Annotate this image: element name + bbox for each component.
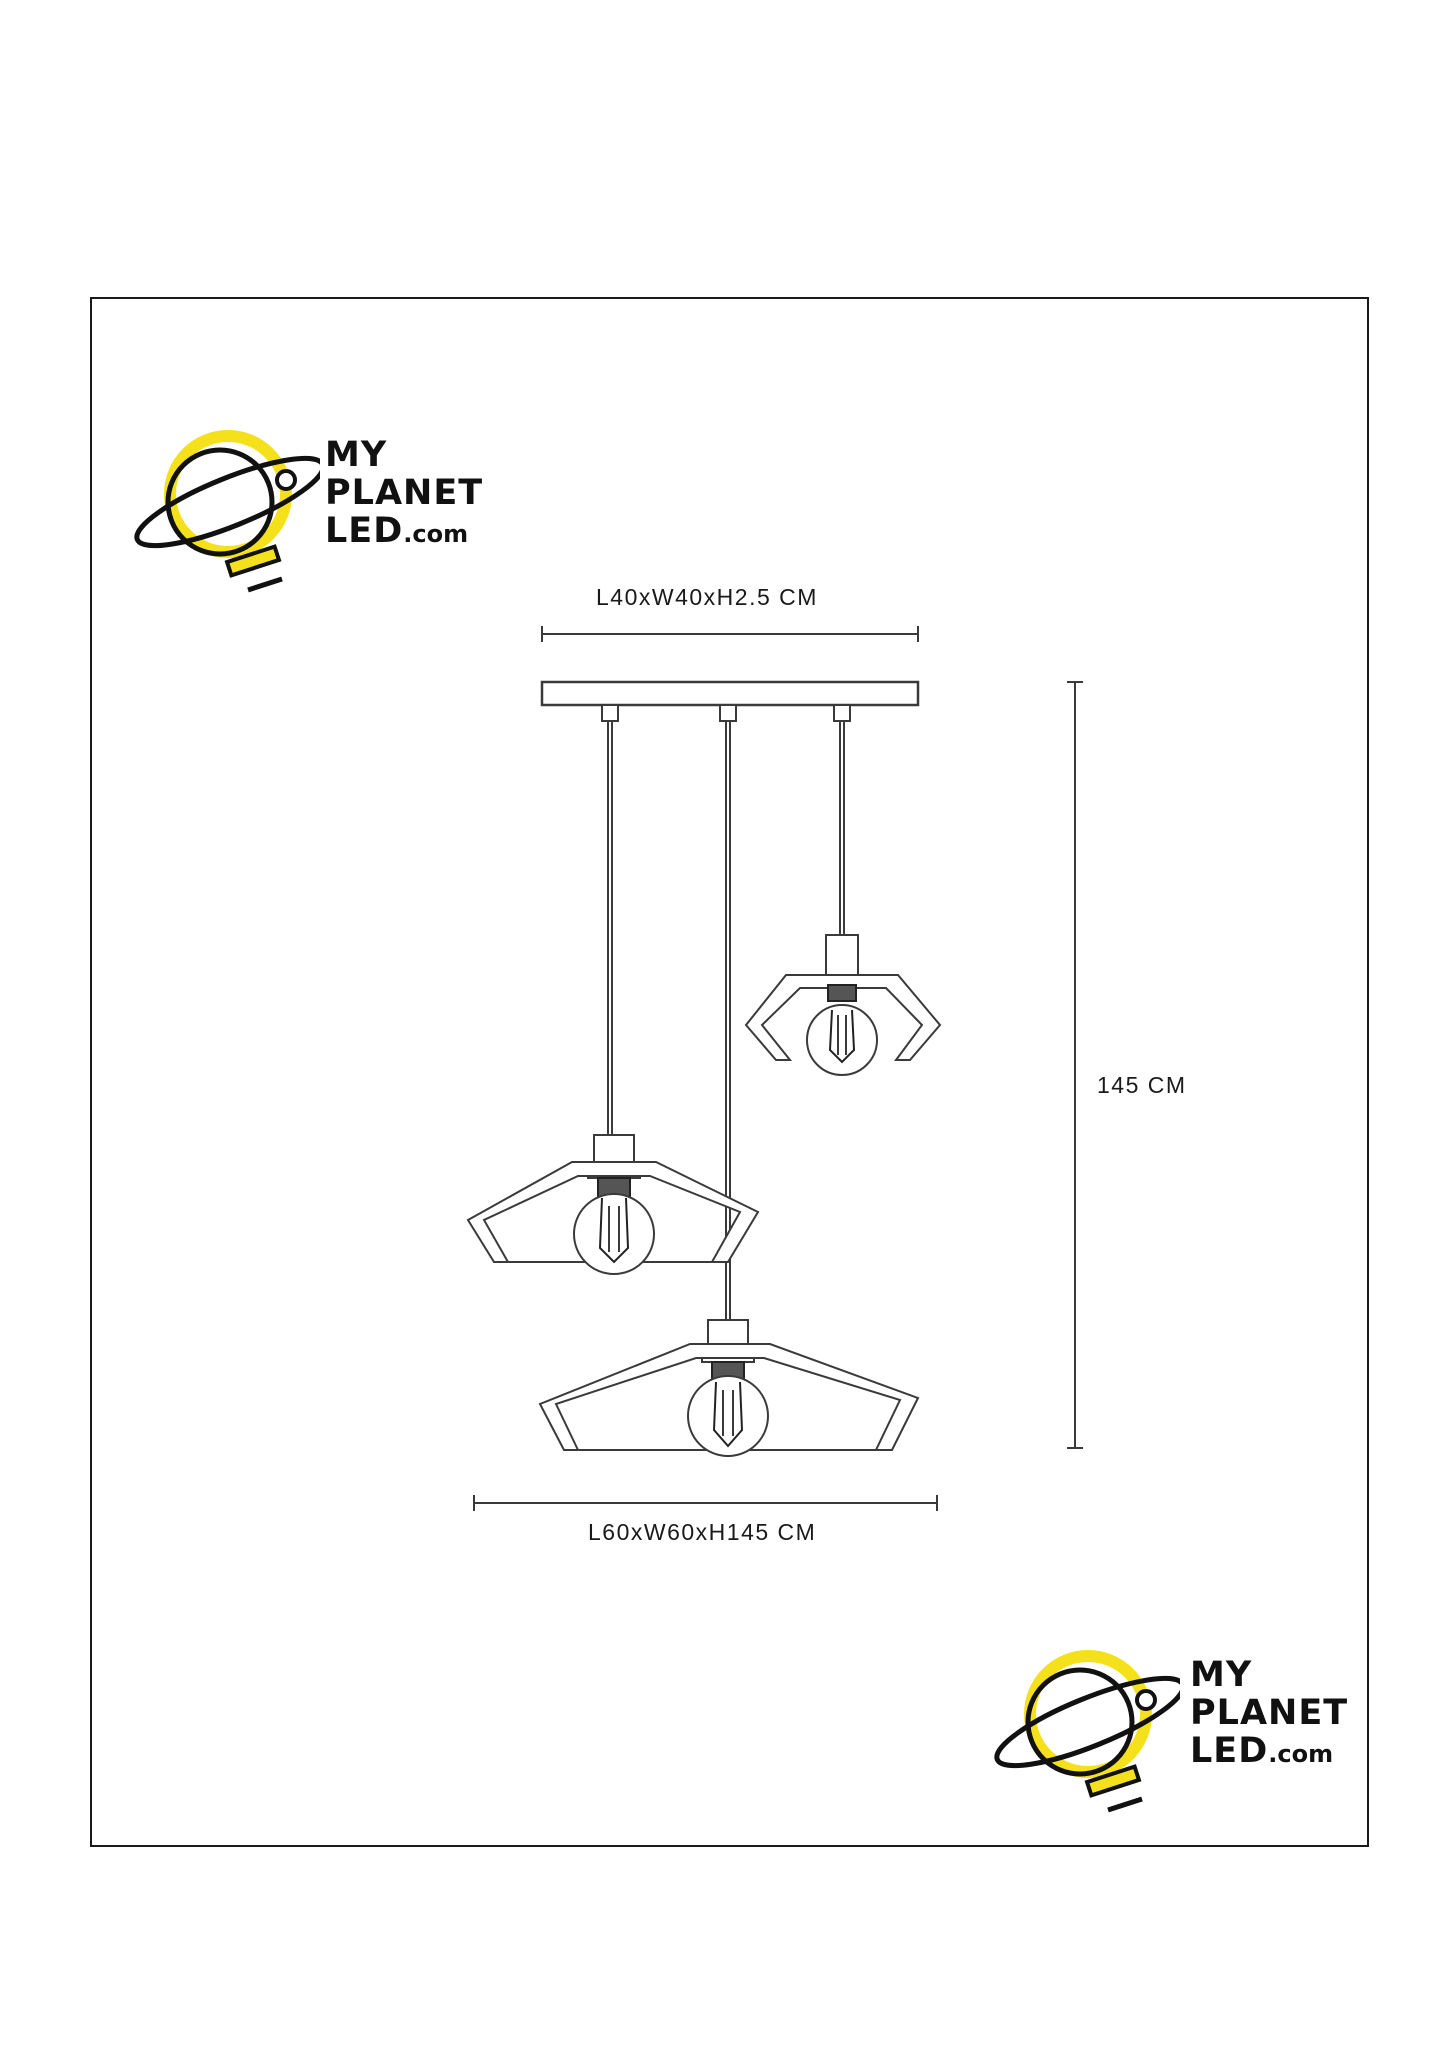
ceiling-canopy	[542, 682, 918, 705]
brand-line-3-suffix: .com	[403, 520, 469, 548]
brand-line-3: LED	[325, 511, 404, 551]
brand-line-1: MY	[1190, 1655, 1253, 1695]
brand-line-1: MY	[325, 435, 388, 475]
medium-pendant	[468, 1135, 758, 1274]
cord-anchors	[602, 705, 850, 721]
height-dimension-line	[1067, 682, 1083, 1448]
brand-line-2: PLANET	[1190, 1693, 1349, 1733]
height-dimension-label: 145 CM	[1097, 1072, 1187, 1098]
canopy-dimension-label: L40xW40xH2.5 CM	[596, 584, 818, 610]
large-pendant	[540, 1320, 918, 1456]
brand-line-3-suffix: .com	[1268, 1740, 1334, 1768]
brand-line-2: PLANET	[325, 473, 484, 513]
brand-line-3: LED	[1190, 1731, 1269, 1771]
canopy-dimension-line	[542, 626, 918, 642]
overall-dimension-label: L60xW60xH145 CM	[588, 1519, 817, 1545]
small-pendant	[746, 935, 940, 1075]
overall-width-dimension-line	[474, 1495, 937, 1511]
